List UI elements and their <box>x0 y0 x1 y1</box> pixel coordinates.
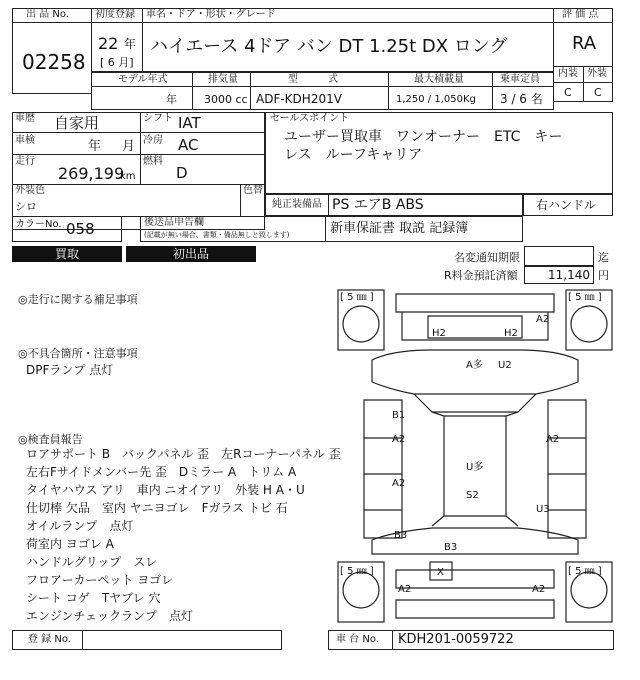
mileage-unit: km <box>120 171 136 182</box>
chassis-no-label: 車 台 No. <box>336 634 379 645</box>
chassis-no-value: KDH201-0059722 <box>398 632 514 647</box>
damage-mark: A多 <box>466 360 483 371</box>
exterior-grade: C <box>594 86 602 99</box>
damage-mark: A2 <box>536 314 550 325</box>
name-change-box <box>524 246 594 266</box>
tire-front-right <box>571 306 607 342</box>
tire-label-rr: [ 5 ㎜ ] <box>568 566 602 577</box>
color-no-label: カラーNo. <box>15 219 62 230</box>
damage-mark: A2 <box>546 434 560 445</box>
defects-title: ◎不具合箇所・注意事項 <box>18 347 138 360</box>
score-label: 評 価 点 <box>562 9 599 20</box>
displacement: 3000 cc <box>204 93 248 106</box>
damage-mark: U多 <box>466 462 484 473</box>
model-year-unit: 年 <box>166 93 177 106</box>
ac-value: AC <box>178 136 199 154</box>
ac-label: 冷房 <box>143 135 163 146</box>
first-reg-label: 初度登録 <box>95 9 135 20</box>
damage-mark: A2 <box>398 584 412 595</box>
handle-value: 右ハンドル <box>536 198 597 212</box>
inspector-line: シート コゲ Tヤブレ 穴 <box>26 591 161 605</box>
tire-rear-left <box>343 572 379 608</box>
color-change-label: 色替 <box>243 185 263 196</box>
tire-front-left <box>343 306 379 342</box>
tire-rear-right <box>571 572 607 608</box>
score-value: RA <box>572 33 597 54</box>
inspector-line: ハンドルグリップ スレ <box>26 555 158 569</box>
damage-mark: B3 <box>394 530 408 541</box>
sales-point-label: セールスポイント <box>270 113 350 124</box>
inspection-year: 年 <box>88 139 102 154</box>
reg-year-unit: 年 <box>124 37 137 51</box>
inspector-line: 仕切棒 欠品 室内 ヤニヨゴレ Fガラス トビ 石 <box>26 501 288 515</box>
inspector-line: フロアーカーペット ヨゴレ <box>26 573 174 587</box>
mileage-value: 269,199 <box>58 164 125 183</box>
car-damage-diagram <box>336 288 614 624</box>
equipment-value: PS エアB ABS <box>332 197 424 213</box>
inspector-line: オイルランプ 点灯 <box>26 519 134 533</box>
recycle-label: R料金預託済額 <box>444 269 518 282</box>
equipment-label: 純正装備品 <box>272 199 322 210</box>
consign-button[interactable]: 初出品 <box>126 246 256 262</box>
inspector-line: タイヤハウス アリ 車内 ニオイアリ 外装 H A・U <box>26 483 305 497</box>
car-name: ハイエース 4ドア バン DT 1.25t DX ロング <box>150 36 508 57</box>
damage-mark: S2 <box>466 490 479 501</box>
interior-grade: C <box>564 86 572 99</box>
shift-value: IAT <box>178 114 201 132</box>
inspector-line: ロアサポート B バックパネル 歪 左Rコーナーパネル 歪 <box>26 447 341 461</box>
damage-mark: H2 <box>504 328 518 339</box>
damage-mark: B3 <box>444 542 458 553</box>
history-label: 車歴 <box>15 113 35 124</box>
fuel-value: D <box>176 164 188 182</box>
defect-item: DPFランプ 点灯 <box>26 363 114 377</box>
sales-point-line2: レス ルーフキャリア <box>284 147 423 163</box>
model-year-label: モデル年式 <box>118 74 168 85</box>
type-label: 型 式 <box>288 74 338 85</box>
reg-month: [ 6 月] <box>100 56 134 69</box>
tire-label-fr: [ 5 ㎜ ] <box>568 292 602 303</box>
exterior-color-label: 外装色 <box>15 185 45 196</box>
max-load: 1,250 / 1,050Kg <box>396 94 476 105</box>
model-type: ADF-KDH201V <box>256 92 342 106</box>
aftermarket-note: (記載が無い場合、書類・備品無しと致します) <box>144 231 290 239</box>
aftermarket-value: 新車保証書 取説 記録簿 <box>330 221 469 236</box>
capacity-label: 乗車定員 <box>500 74 540 85</box>
history-value: 自家用 <box>54 114 100 132</box>
damage-mark: X <box>437 567 444 578</box>
damage-mark: U3 <box>536 504 550 515</box>
inspector-line: エンジンチェックランプ 点灯 <box>26 609 194 623</box>
name-change-label: 名変通知期限 <box>454 251 520 264</box>
damage-mark: A2 <box>532 584 546 595</box>
damage-mark: A2 <box>392 434 406 445</box>
lot-label: 出 品 No. <box>26 9 69 20</box>
reg-no-label: 登 録 No. <box>28 634 71 645</box>
sales-point-line1: ユーザー買取車 ワンオーナー ETC キー <box>284 129 563 145</box>
inspector-line: 荷室内 ヨゴレ A <box>26 537 114 551</box>
reg-year: 22 <box>98 34 119 53</box>
inspector-title: ◎検査員報告 <box>18 433 83 446</box>
shift-label: シフト <box>143 113 173 124</box>
max-load-label: 最大積載量 <box>414 74 464 85</box>
inspection-label: 車検 <box>15 135 35 146</box>
tire-label-rl: [ 5 ㎜ ] <box>340 566 374 577</box>
lot-number: 02258 <box>22 50 86 74</box>
exterior-color: シロ <box>15 200 37 213</box>
driving-notes-title: ◎走行に関する補足事項 <box>18 293 138 306</box>
damage-mark: A2 <box>392 478 406 489</box>
capacity: 3 / 6 名 <box>500 92 543 106</box>
car-name-label: 車名・ドア・形状・グレード <box>146 9 276 20</box>
aftermarket-label: 後送品申告欄 <box>144 217 204 228</box>
details-box <box>12 112 265 230</box>
inspection-month: 月 <box>122 139 136 154</box>
damage-mark: U2 <box>498 360 512 371</box>
color-no: 058 <box>66 220 95 238</box>
damage-mark: H2 <box>432 328 446 339</box>
fuel-label: 燃料 <box>143 156 163 167</box>
damage-mark: B1 <box>392 410 406 421</box>
tire-label-fl: [ 5 ㎜ ] <box>340 292 374 303</box>
recycle-unit: 円 <box>598 269 609 282</box>
recycle-value: 11,140 <box>548 268 590 282</box>
name-change-unit: 迄 <box>598 251 609 264</box>
displacement-label: 排気量 <box>208 74 238 85</box>
mileage-label: 走行 <box>15 156 35 167</box>
interior-label: 内装 <box>558 68 578 79</box>
buy-button[interactable]: 買取 <box>12 246 122 262</box>
inspector-line: 左右Fサイドメンバー先 歪 Dミラー A トリム A <box>26 465 297 479</box>
exterior-label: 外装 <box>587 68 607 79</box>
